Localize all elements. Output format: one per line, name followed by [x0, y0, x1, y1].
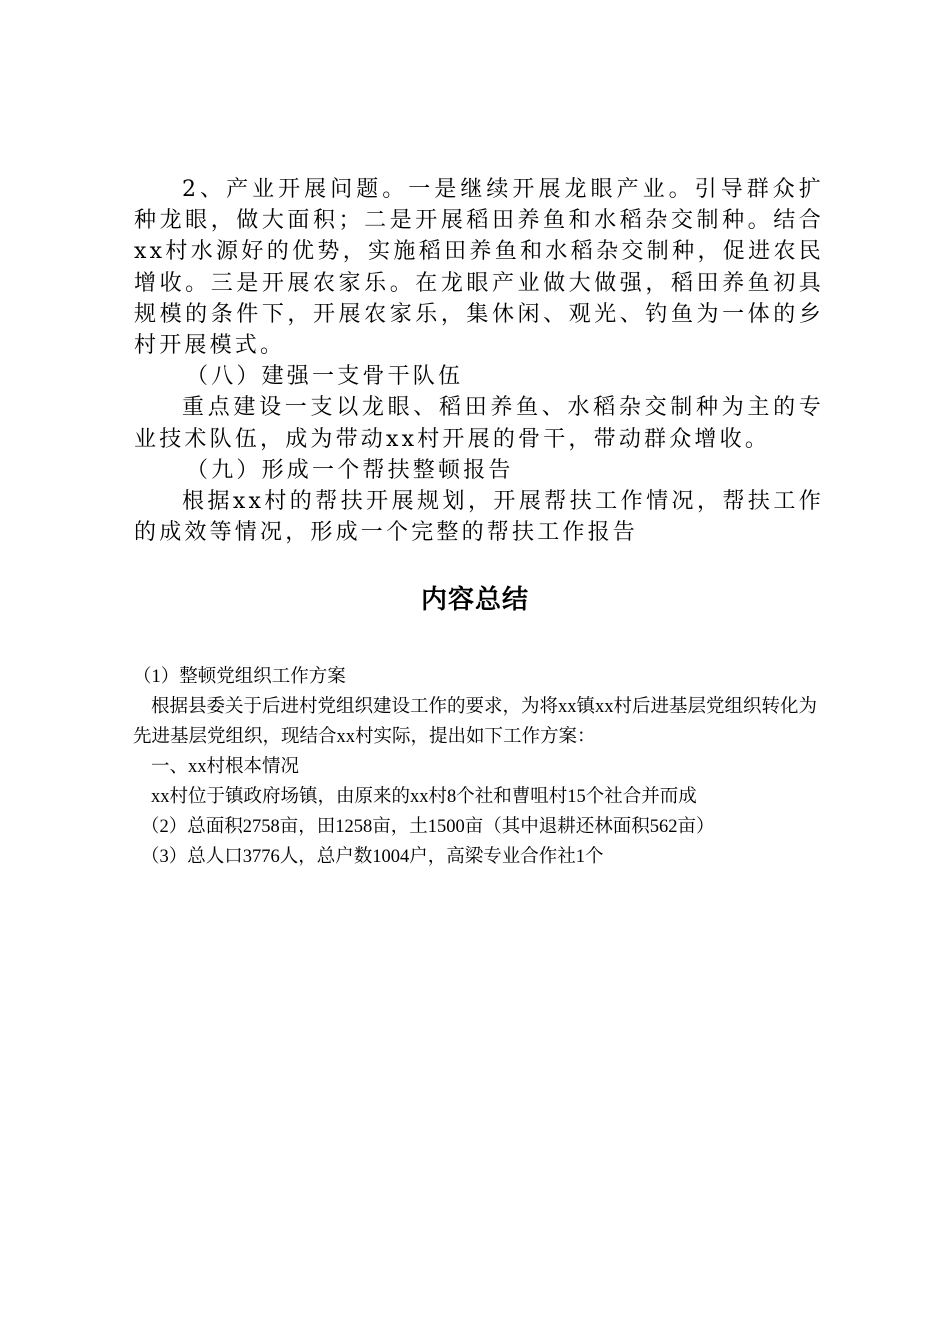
summary-line-3: 一、xx村根本情况 — [151, 757, 300, 777]
section-heading-9: （九）形成一个帮扶整顿报告 — [186, 457, 514, 483]
summary-line-4: xx村位于镇政府场镇，由原来的xx村8个社和曹咀村15个社合并而成 — [151, 787, 697, 807]
summary-title: 内容总结 — [420, 585, 529, 614]
section-heading-8: （八）建强一支骨干队伍 — [186, 364, 464, 390]
summary-line-2: 根据县委关于后进村党组织建设工作的要求，为将xx镇xx村后进基层党组织转化为先进基层党组织，现结合xx村实际，提出如下工作方案： — [133, 697, 818, 747]
summary-line-1: （1）整顿党组织工作方案 — [133, 667, 346, 687]
summary-line-5: （2）总面积2758亩，田1258亩，土1500亩（其中退耕还林面积562亩） — [141, 817, 715, 837]
team-paragraph: 重点建设一支以龙眼、稻田养鱼、水稻杂交制种为主的专业技术队伍，成为带动xx村开展的骨干，带动群众增收。 — [134, 395, 824, 452]
summary-line-6: （3）总人口3776人，总户数1004户，高梁专业合作社1个 — [141, 847, 604, 867]
summary-section — [133, 662, 833, 872]
body-section — [134, 174, 824, 548]
report-paragraph: 根据xx村的帮扶开展规划，开展帮扶工作情况，帮扶工作的成效等情况，形成一个完整的帮扶工作报告 — [134, 489, 824, 546]
industry-paragraph: 2、产业开展问题。一是继续开展龙眼产业。引导群众扩种龙眼，做大面积；二是开展稻田养鱼和水稻杂交制种。结合xx村水源好的优势，实施稻田养鱼和水稻杂交制种，促进农民增收。三是开展农家乐。在龙眼产业做大做强，稻田养鱼初具规模的条件下，开展农家乐，集休闲、观光、钓鱼为一体的乡村开展模式。 — [134, 177, 824, 359]
